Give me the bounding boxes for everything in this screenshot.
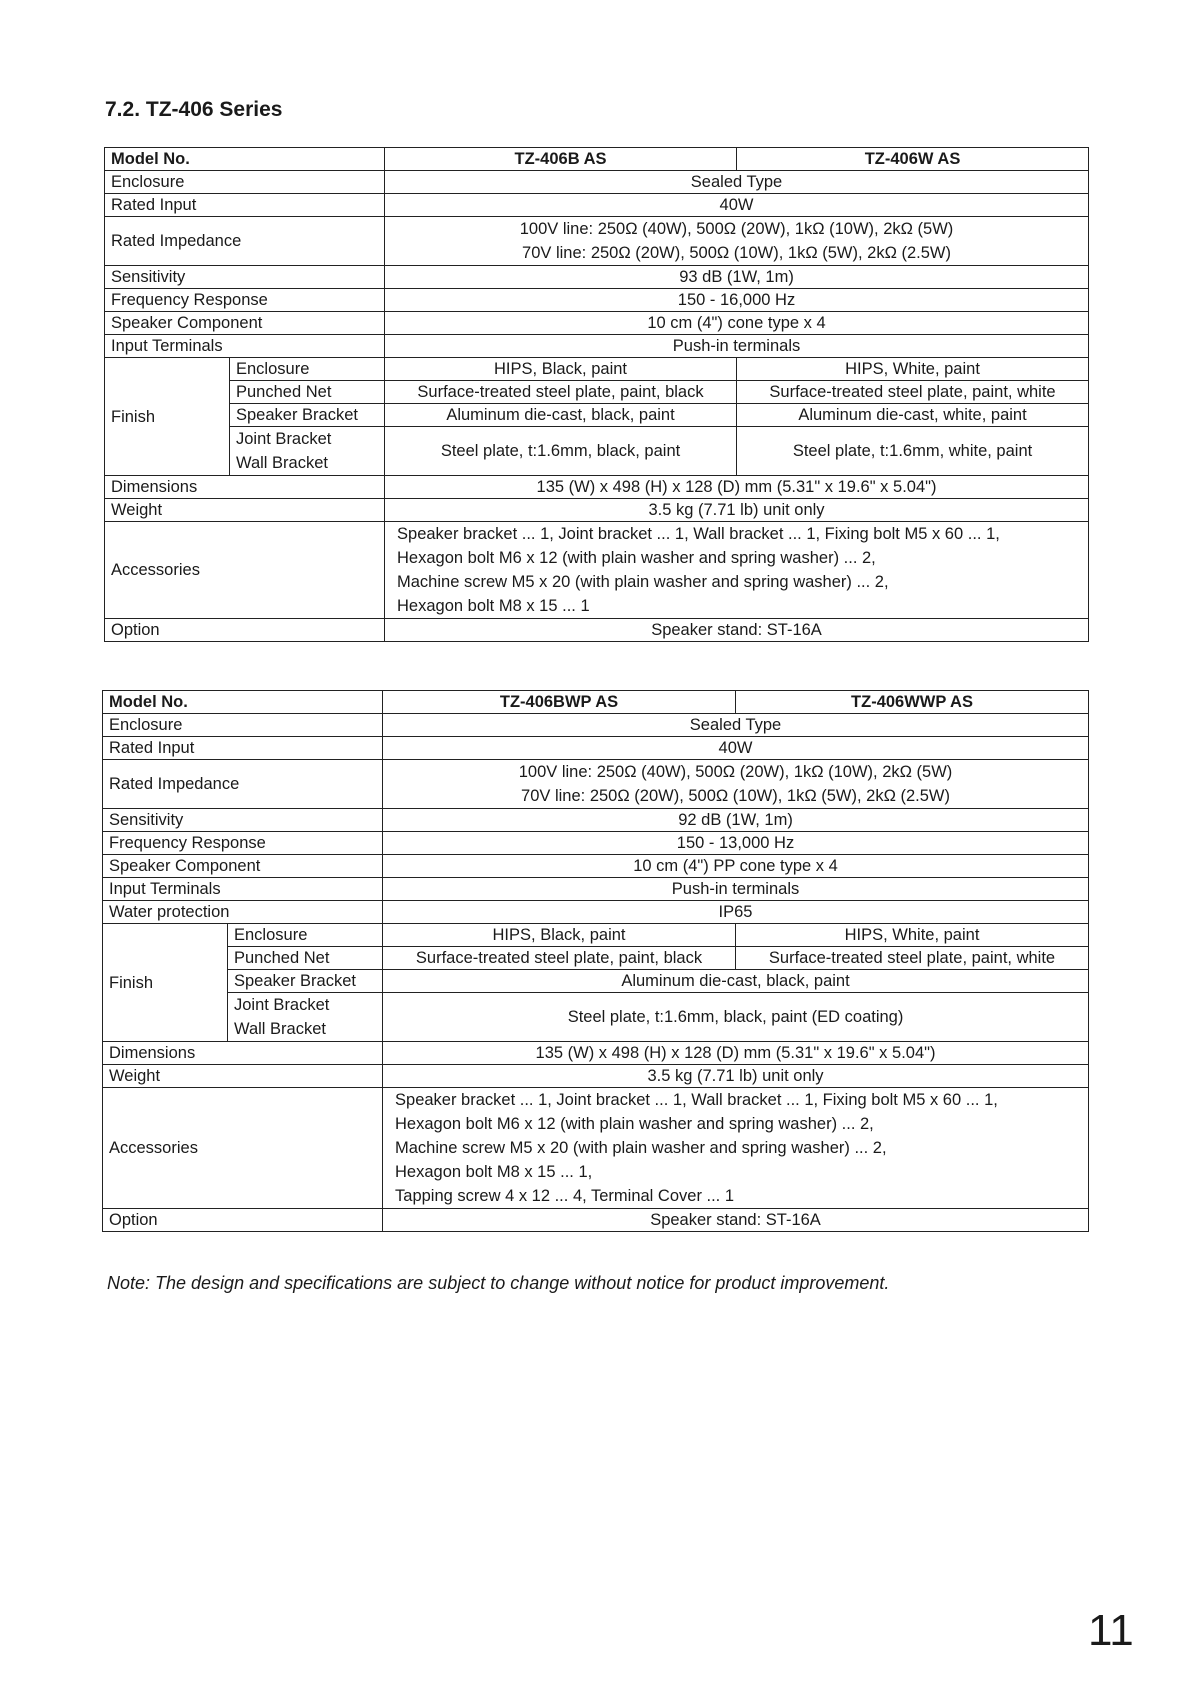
sub-label-joint-bracket: Joint Bracket: [234, 996, 330, 1014]
sub-label: Punched Net: [228, 947, 383, 970]
table-row-finish-punched-net: [103, 947, 1089, 970]
table-row-input-terminals: [105, 335, 1089, 358]
row-label: Input Terminals: [103, 878, 383, 901]
table-row-finish-punched-net: [105, 381, 1089, 404]
table-row-accessories: [103, 1088, 1089, 1209]
impedance-line: 70V line: 250Ω (20W), 500Ω (10W), 1kΩ (5W), 2kΩ (2.5W): [522, 244, 951, 262]
table-row-rated-impedance: [103, 760, 1089, 809]
row-value: [383, 1088, 1089, 1209]
table-row-finish-joint-wall-bracket: [105, 427, 1089, 476]
row-label: Frequency Response: [105, 289, 385, 312]
row-label: Option: [105, 619, 385, 642]
sub-label: Enclosure: [230, 358, 385, 381]
row-value: 92 dB (1W, 1m): [383, 809, 1089, 832]
row-label-finish: Finish: [103, 924, 228, 1042]
row-value: HIPS, White, paint: [737, 358, 1089, 381]
accessory-line: Speaker bracket ... 1, Joint bracket ... 1, Wall bracket ... 1, Fixing bolt M5 x 60 ... 1,: [397, 525, 1000, 543]
accessory-line: Machine screw M5 x 20 (with plain washer and spring washer) ... 2,: [395, 1139, 887, 1157]
row-value: 10 cm (4") PP cone type x 4: [383, 855, 1089, 878]
row-value: Aluminum die-cast, white, paint: [737, 404, 1089, 427]
sub-label-joint-bracket: Joint Bracket: [236, 430, 332, 448]
row-label: Sensitivity: [103, 809, 383, 832]
row-value: Aluminum die-cast, black, paint: [385, 404, 737, 427]
sub-label: Enclosure: [228, 924, 383, 947]
spec-table-tz406-as: [104, 147, 1089, 642]
row-label: Accessories: [105, 522, 385, 619]
row-label: Enclosure: [103, 714, 383, 737]
row-label: Water protection: [103, 901, 383, 924]
model-name: TZ-406W AS: [737, 148, 1089, 171]
section-title: 7.2. TZ-406 Series: [105, 98, 283, 121]
row-value: Speaker stand: ST-16A: [385, 619, 1089, 642]
row-value: 3.5 kg (7.71 lb) unit only: [385, 499, 1089, 522]
impedance-line: 70V line: 250Ω (20W), 500Ω (10W), 1kΩ (5W), 2kΩ (2.5W): [521, 787, 950, 805]
table-row-model-no: [105, 148, 1089, 171]
table-row-weight: [103, 1065, 1089, 1088]
model-name: TZ-406BWP AS: [383, 691, 736, 714]
table-row-option: [103, 1209, 1089, 1232]
table-row-enclosure: [105, 171, 1089, 194]
table-row-model-no: [103, 691, 1089, 714]
row-label: Rated Input: [103, 737, 383, 760]
disclaimer-note: Note: The design and specifications are subject to change without notice for product improvement.: [107, 1273, 890, 1293]
table-row-water-protection: [103, 901, 1089, 924]
accessory-line: Hexagon bolt M8 x 15 ... 1,: [395, 1163, 593, 1181]
row-label: Input Terminals: [105, 335, 385, 358]
row-value: HIPS, Black, paint: [383, 924, 736, 947]
row-value: Surface-treated steel plate, paint, black: [385, 381, 737, 404]
row-value: Surface-treated steel plate, paint, white: [737, 381, 1089, 404]
row-label: Dimensions: [105, 476, 385, 499]
impedance-line: 100V line: 250Ω (40W), 500Ω (20W), 1kΩ (10W), 2kΩ (5W): [519, 220, 954, 238]
row-label-finish: Finish: [105, 358, 230, 476]
row-value: IP65: [383, 901, 1089, 924]
row-value: HIPS, White, paint: [736, 924, 1089, 947]
row-label: Sensitivity: [105, 266, 385, 289]
row-value: Sealed Type: [385, 171, 1089, 194]
table-row-input-terminals: [103, 878, 1089, 901]
row-value: Surface-treated steel plate, paint, white: [736, 947, 1089, 970]
table-row-rated-input: [103, 737, 1089, 760]
table-row-frequency-response: [105, 289, 1089, 312]
row-label: Enclosure: [105, 171, 385, 194]
table-row-rated-impedance: [105, 217, 1089, 266]
row-value: 150 - 13,000 Hz: [383, 832, 1089, 855]
row-value: Steel plate, t:1.6mm, black, paint (ED coating): [383, 993, 1089, 1042]
row-value: [385, 217, 1089, 266]
row-value: Steel plate, t:1.6mm, black, paint: [385, 427, 737, 476]
row-value: 135 (W) x 498 (H) x 128 (D) mm (5.31" x 19.6" x 5.04"): [385, 476, 1089, 499]
row-label: Model No.: [103, 691, 383, 714]
row-label: Weight: [105, 499, 385, 522]
sub-label: Punched Net: [230, 381, 385, 404]
impedance-line: 100V line: 250Ω (40W), 500Ω (20W), 1kΩ (10W), 2kΩ (5W): [518, 763, 953, 781]
table-row-finish-speaker-bracket: [105, 404, 1089, 427]
model-name: TZ-406WWP AS: [736, 691, 1089, 714]
row-label: Model No.: [105, 148, 385, 171]
row-label: Speaker Component: [105, 312, 385, 335]
row-label: Speaker Component: [103, 855, 383, 878]
row-value: 150 - 16,000 Hz: [385, 289, 1089, 312]
row-label: Frequency Response: [103, 832, 383, 855]
table-row-weight: [105, 499, 1089, 522]
table-row-accessories: [105, 522, 1089, 619]
page-number: 11: [1088, 1606, 1134, 1655]
row-value: 40W: [385, 194, 1089, 217]
sub-label: [230, 427, 385, 476]
table-row-sensitivity: [103, 809, 1089, 832]
table-row-speaker-component: [105, 312, 1089, 335]
model-name: TZ-406B AS: [385, 148, 737, 171]
table-row-dimensions: [103, 1042, 1089, 1065]
row-label: Option: [103, 1209, 383, 1232]
row-value: 93 dB (1W, 1m): [385, 266, 1089, 289]
table-row-rated-input: [105, 194, 1089, 217]
row-value: Aluminum die-cast, black, paint: [383, 970, 1089, 993]
table-row-frequency-response: [103, 832, 1089, 855]
accessory-line: Speaker bracket ... 1, Joint bracket ... 1, Wall bracket ... 1, Fixing bolt M5 x 60 ... 1,: [395, 1091, 998, 1109]
accessory-line: Hexagon bolt M8 x 15 ... 1: [397, 597, 590, 615]
table-row-enclosure: [103, 714, 1089, 737]
accessory-line: Tapping screw 4 x 12 ... 4, Terminal Cover ... 1: [395, 1187, 735, 1205]
row-value: 3.5 kg (7.71 lb) unit only: [383, 1065, 1089, 1088]
row-value: Sealed Type: [383, 714, 1089, 737]
row-value: 40W: [383, 737, 1089, 760]
row-value: Speaker stand: ST-16A: [383, 1209, 1089, 1232]
row-label: Rated Impedance: [105, 217, 385, 266]
table-row-finish-enclosure: [105, 358, 1089, 381]
row-label: Rated Input: [105, 194, 385, 217]
row-value: [385, 522, 1089, 619]
accessory-line: Hexagon bolt M6 x 12 (with plain washer and spring washer) ... 2,: [395, 1115, 874, 1133]
row-label: Weight: [103, 1065, 383, 1088]
row-value: 10 cm (4") cone type x 4: [385, 312, 1089, 335]
row-value: [383, 760, 1089, 809]
row-label: Dimensions: [103, 1042, 383, 1065]
row-label: Accessories: [103, 1088, 383, 1209]
spec-table-tz406-wp-as: [102, 690, 1089, 1232]
accessory-line: Machine screw M5 x 20 (with plain washer and spring washer) ... 2,: [397, 573, 889, 591]
sub-label-wall-bracket: Wall Bracket: [234, 1020, 326, 1038]
table-row-option: [105, 619, 1089, 642]
row-value: HIPS, Black, paint: [385, 358, 737, 381]
row-value: Surface-treated steel plate, paint, black: [383, 947, 736, 970]
table-row-dimensions: [105, 476, 1089, 499]
row-label: Rated Impedance: [103, 760, 383, 809]
row-value: 135 (W) x 498 (H) x 128 (D) mm (5.31" x 19.6" x 5.04"): [383, 1042, 1089, 1065]
accessory-line: Hexagon bolt M6 x 12 (with plain washer and spring washer) ... 2,: [397, 549, 876, 567]
row-value: Push-in terminals: [383, 878, 1089, 901]
sub-label: [228, 993, 383, 1042]
table-row-finish-speaker-bracket: [103, 970, 1089, 993]
sub-label: Speaker Bracket: [228, 970, 383, 993]
row-value: Steel plate, t:1.6mm, white, paint: [737, 427, 1089, 476]
table-row-sensitivity: [105, 266, 1089, 289]
row-value: Push-in terminals: [385, 335, 1089, 358]
table-row-speaker-component: [103, 855, 1089, 878]
sub-label-wall-bracket: Wall Bracket: [236, 454, 328, 472]
table-row-finish-enclosure: [103, 924, 1089, 947]
sub-label: Speaker Bracket: [230, 404, 385, 427]
table-row-finish-joint-wall-bracket: [103, 993, 1089, 1042]
